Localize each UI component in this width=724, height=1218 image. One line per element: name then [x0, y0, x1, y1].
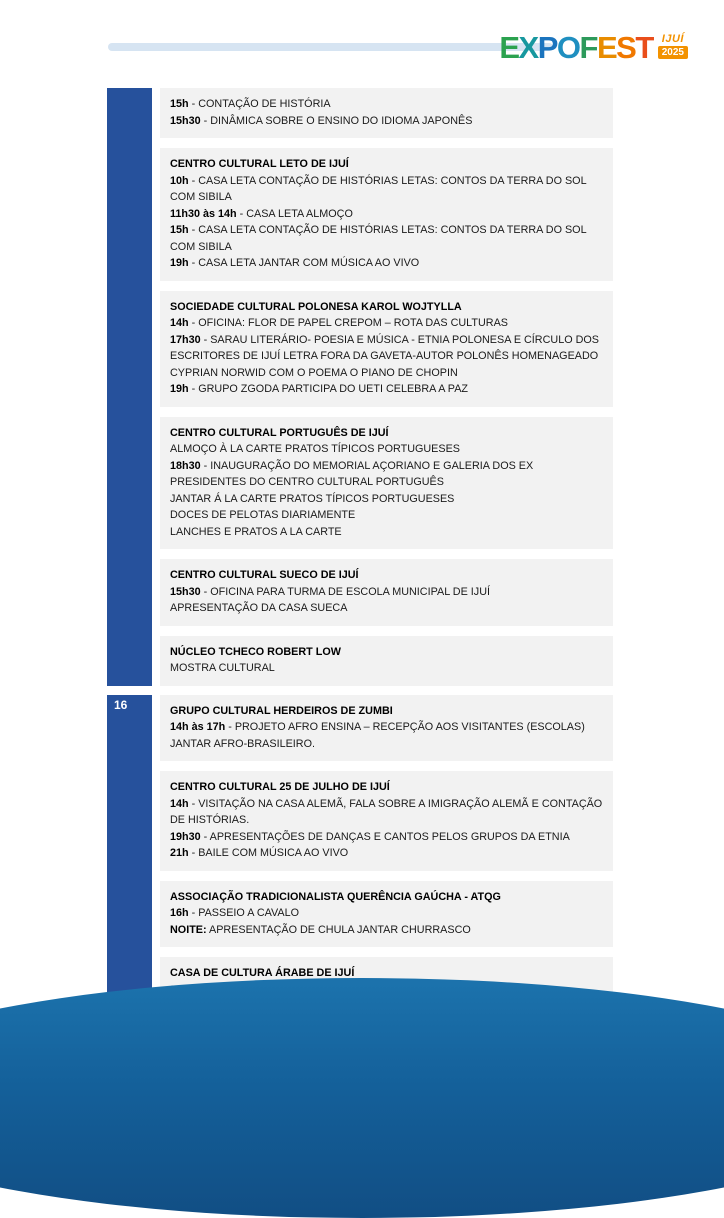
event-line: 15h - CONTAÇÃO DE HISTÓRIA [170, 98, 331, 110]
event-time: 17h30 [170, 333, 201, 346]
event-line: ALMOÇO À LA CARTE PRATOS TÍPICOS PORTUGUESES [170, 443, 460, 455]
logo-city: IJUÍ [661, 33, 684, 45]
event-time: 19h [170, 383, 189, 395]
event-time: 16h [170, 907, 189, 919]
event-title: CASA DE CULTURA ÁRABE DE IJUÍ [170, 967, 355, 979]
day-marker-bar: 16 [107, 695, 152, 1008]
event-block [160, 148, 613, 281]
day-sections [160, 695, 613, 1008]
logo-letter: P [537, 30, 557, 65]
day-group [107, 88, 613, 686]
footer-wave [0, 978, 724, 1218]
event-time: 10h [170, 174, 189, 187]
event-line: 11h30 às 14h - CASA LETA ALMOÇO [170, 207, 353, 220]
event-time: 15h30 [170, 114, 201, 127]
event-block [160, 881, 613, 948]
event-time: 18h30 [170, 459, 201, 472]
event-time: 15h [170, 224, 189, 236]
logo-wordmark [499, 32, 652, 63]
event-block [160, 695, 613, 762]
event-line: 17h30 - SARAU LITERÁRIO- POESIA E MÚSICA - ETNIA POLONESA E CÍRCULO DOS ESCRITORES DE IJUÍ LETRA FORA DA GAVETA-AUTOR POLONÊS HOMENAGEADO CYPRIAN NORWID COM O POEMA O PIANO DE CHOPIN [170, 333, 600, 379]
event-line: 19h - CASA LETA JANTAR COM MÚSICA AO VIVO [170, 257, 420, 269]
logo-letter: O [556, 30, 580, 65]
day-group [107, 695, 613, 1008]
event-time: 14h [170, 317, 189, 329]
event-title: CENTRO CULTURAL LETO DE IJUÍ [170, 158, 349, 170]
event-time: 15h30 [170, 585, 201, 598]
event-line: MOSTRA CULTURAL [170, 662, 275, 674]
event-time: 14h [170, 797, 189, 810]
event-time: 21h [170, 847, 189, 859]
event-time: 19h30 [170, 830, 201, 843]
event-line: 21h - BAILE COM MÚSICA AO VIVO [170, 847, 349, 859]
event-line: APRESENTAÇÃO DA CASA SUECA [170, 602, 348, 614]
expofest-logo [499, 32, 688, 63]
header-rule [108, 43, 553, 51]
logo-letter: E [596, 30, 617, 65]
logo-year-badge: 2025 [658, 46, 688, 59]
logo-letter: F [579, 30, 597, 65]
event-title: NÚCLEO TCHECO ROBERT LOW [170, 645, 341, 658]
event-line: 19h30 - APRESENTAÇÕES DE DANÇAS E CANTOS PELOS GRUPOS DA ETNIA [170, 830, 570, 843]
event-line: JANTAR AFRO-BRASILEIRO. [170, 737, 315, 750]
logo-letter: E [499, 30, 519, 65]
event-title: CENTRO CULTURAL SUECO DE IJUÍ [170, 569, 359, 581]
event-line: 19h - GRUPO ZGODA PARTICIPA DO UETI CELEBRA A PAZ [170, 383, 468, 395]
event-line: 14h às 17h - PROJETO AFRO ENSINA – RECEPÇÃO AOS VISITANTES (ESCOLAS) [170, 721, 585, 733]
logo-letter: S [616, 30, 636, 65]
event-block [160, 636, 613, 686]
event-time: NOITE: [170, 923, 207, 936]
logo-letter: T [635, 30, 653, 65]
schedule [107, 88, 613, 1007]
event-line: 10h - CASA LETA CONTAÇÃO DE HISTÓRIAS LETAS: CONTOS DA TERRA DO SOL COM SIBILA [170, 174, 587, 203]
logo-letter: X [518, 30, 538, 65]
event-line: LANCHES E PRATOS A LA CARTE [170, 525, 342, 538]
event-line: 15h - CASA LETA CONTAÇÃO DE HISTÓRIAS LETAS: CONTOS DA TERRA DO SOL COM SIBILA [170, 224, 587, 253]
event-title: CENTRO CULTURAL PORTUGUÊS DE IJUÍ [170, 426, 389, 439]
event-line: DOCES DE PELOTAS DIARIAMENTE [170, 509, 356, 521]
event-time: 19h [170, 257, 189, 269]
event-block [160, 417, 613, 550]
event-time: 14h às 17h [170, 721, 226, 733]
event-line: 14h - OFICINA: FLOR DE PAPEL CREPOM – ROTA DAS CULTURAS [170, 317, 508, 329]
event-block [160, 291, 613, 407]
event-block [160, 559, 613, 626]
day-bar [107, 88, 152, 686]
event-line: 14h - VISITAÇÃO NA CASA ALEMÃ, FALA SOBRE A IMIGRAÇÃO ALEMÃ E CONTAÇÃO DE HISTÓRIAS. [170, 797, 603, 826]
event-line: 18h30 - INAUGURAÇÃO DO MEMORIAL AÇORIANO E GALERIA DOS EX PRESIDENTES DO CENTRO CULTURAL PORTUGUÊS [170, 459, 534, 488]
event-line: JANTAR Á LA CARTE PRATOS TÍPICOS PORTUGUESES [170, 492, 455, 505]
event-time: 15h [170, 98, 189, 110]
event-line: 16h - PASSEIO A CAVALO [170, 907, 300, 919]
event-line: NOITE: APRESENTAÇÃO DE CHULA JANTAR CHURRASCO [170, 923, 471, 936]
event-title: SOCIEDADE CULTURAL POLONESA KAROL WOJTYLLA [170, 300, 462, 313]
event-line: 15h30 - OFICINA PARA TURMA DE ESCOLA MUNICIPAL DE IJUÍ [170, 585, 490, 598]
day-sections [160, 88, 613, 686]
event-title: CENTRO CULTURAL 25 DE JULHO DE IJUÍ [170, 781, 390, 793]
event-block [160, 771, 613, 871]
event-block [160, 88, 613, 138]
event-title: ASSOCIAÇÃO TRADICIONALISTA QUERÊNCIA GAÚCHA - ATQG [170, 890, 501, 903]
event-line: 15h30 - DINÂMICA SOBRE O ENSINO DO IDIOMA JAPONÊS [170, 114, 473, 127]
logo-city-year [658, 34, 688, 59]
event-title: GRUPO CULTURAL HERDEIROS DE ZUMBI [170, 704, 393, 717]
event-time: 11h30 às 14h [170, 207, 237, 220]
